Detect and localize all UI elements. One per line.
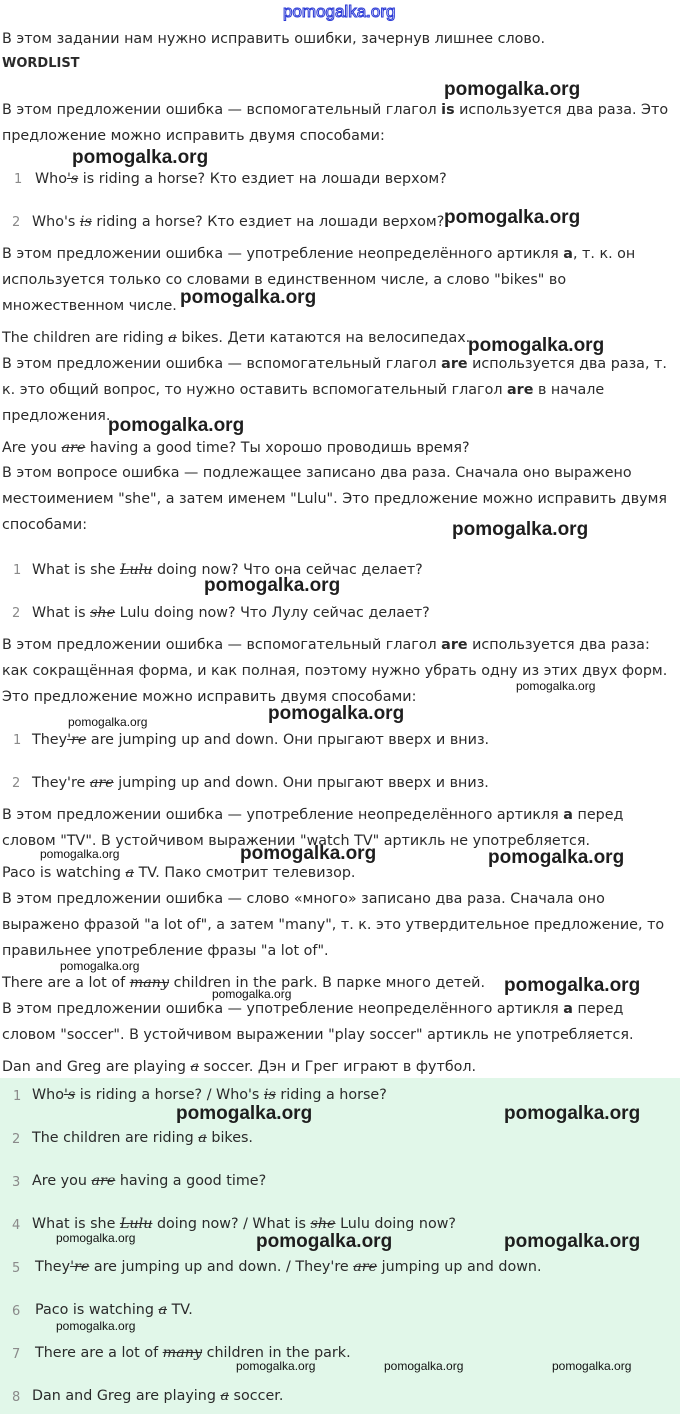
example-8: Dan and Greg are playing a soccer. Дэн и Грег играют в футбол. [2,1059,477,1075]
watermark: pomogalka.org [468,335,605,356]
explanation-2: В этом предложении ошибка — употребление неопределённого артикля a, т. к. он используется только со словами в единственном числе, а слово "bikes" во множественном числе. [2,246,636,314]
example-7: There are a lot of many children in the park. В парке много детей. [2,975,486,991]
list-number: 1 [13,733,22,748]
watermark: pomogalka.org [60,959,140,973]
watermark: pomogalka.org [108,415,245,436]
list-number: 2 [12,215,21,230]
answer-item: There are a lot of many children in the park. [35,1345,351,1361]
explanation-1: В этом предложении ошибка — вспомогательный глагол is используется два раза. Это предложение можно исправить двумя способами: [2,102,669,144]
explanation-8: В этом предложении ошибка — употребление неопределённого артикля a перед словом "soccer". В устойчивом выражении "play soccer" артикль не употребляется. [2,1001,634,1043]
answer-item: The children are riding a bikes. [32,1130,253,1146]
watermark: pomogalka.org [516,679,596,693]
watermark: pomogalka.org [504,975,641,996]
watermark: pomogalka.org [72,147,209,168]
list-number: 2 [12,606,21,621]
answer-number: 1 [13,1089,22,1104]
answer-item: They're are jumping up and down. / They're are jumping up and down. [35,1259,542,1275]
watermark: pomogalka.org [452,519,589,540]
answer-item: What is she Lulu doing now? / What is she Lulu doing now? [32,1216,456,1232]
watermark: pomogalka.org [180,287,317,308]
list-number: 1 [13,563,22,578]
watermark: pomogalka.org [176,1103,313,1124]
list-number: 1 [14,172,23,187]
watermark: pomogalka.org [212,987,292,1001]
watermark: pomogalka.org [552,1359,632,1373]
watermark: pomogalka.org [444,79,581,100]
watermark: pomogalka.org [240,843,377,864]
example-3: Are you are having a good time? Ты хорошо проводишь время? [2,440,470,456]
wordlist-heading: WORDLIST [2,56,80,71]
watermark: pomogalka.org [384,1359,464,1373]
intro-text: В этом задании нам нужно исправить ошибки, зачернув лишнее слово. [2,31,546,47]
answer-item: Who's is riding a horse? / Who's is riding a horse? [32,1087,387,1103]
explanation-6: В этом предложении ошибка — употребление неопределённого артикля a перед словом "TV". В устойчивом выражении "watch TV" артикль не употребляется. [2,807,624,849]
answer-number: 2 [12,1132,21,1147]
watermark: pomogalka.org [256,1231,393,1252]
watermark: pomogalka.org [68,715,148,729]
watermark: pomogalka.org [204,575,341,596]
explanation-4: В этом вопросе ошибка — подлежащее записано два раза. Сначала оно выражено местоимением "she", а затем именем "Lulu". Это предложение можно исправить двумя способами: [2,465,668,533]
watermark: pomogalka.org [56,1231,136,1245]
watermark: pomogalka.org [236,1359,316,1373]
answer-number: 8 [12,1390,21,1405]
answer-number: 4 [12,1218,21,1233]
list-item: Who's is riding a horse? Кто ездиет на лошади верхом? [35,171,447,187]
watermark: pomogalka.org [56,1319,136,1333]
watermark: pomogalka.org [268,703,405,724]
explanation-5: В этом предложении ошибка — вспомогательный глагол are используется два раза: как сокращённая форма, и как полная, поэтому нужно убрать одну из этих двух форм. Это предложение можно исправить двумя способами: [2,637,668,705]
watermark: pomogalka.org [488,847,625,868]
example-2: The children are riding a bikes. Дети катаются на велосипедах. [2,330,471,346]
watermark: pomogalka.org [504,1231,641,1252]
answer-number: 7 [12,1347,21,1362]
site-logo-watermark: pomogalka.org [283,2,396,21]
watermark: pomogalka.org [40,847,120,861]
answer-item: Dan and Greg are playing a soccer. [32,1388,284,1404]
list-item: What is she Lulu doing now? Что Лулу сейчас делает? [32,605,430,621]
explanation-3: В этом предложении ошибка — вспомогательный глагол are используется два раза, т. к. это общий вопрос, то нужно оставить вспомогательный глагол are в начале предложения. [2,356,667,424]
list-item: They're are jumping up and down. Они прыгают вверх и вниз. [32,775,489,791]
list-number: 2 [12,776,21,791]
watermark: pomogalka.org [444,207,581,228]
answer-number: 6 [12,1304,21,1319]
answer-item: Paco is watching a TV. [35,1302,193,1318]
watermark: pomogalka.org [504,1103,641,1124]
list-item: They're are jumping up and down. Они прыгают вверх и вниз. [32,732,490,748]
example-6: Paco is watching a TV. Пако смотрит телевизор. [2,865,356,881]
answer-number: 5 [12,1261,21,1276]
explanation-7: В этом предложении ошибка — слово «много» записано два раза. Сначала оно выражено фразой "a lot of", а затем "many", т. к. это утвердительное предложение, то правильнее употребление фразы "a lot of". [2,891,665,959]
answer-item: Are you are having a good time? [32,1173,267,1189]
list-item: What is she Lulu doing now? Что она сейчас делает? [32,562,423,578]
list-item: Who's is riding a horse? Кто ездиет на лошади верхом? [32,214,445,230]
answer-number: 3 [12,1175,21,1190]
